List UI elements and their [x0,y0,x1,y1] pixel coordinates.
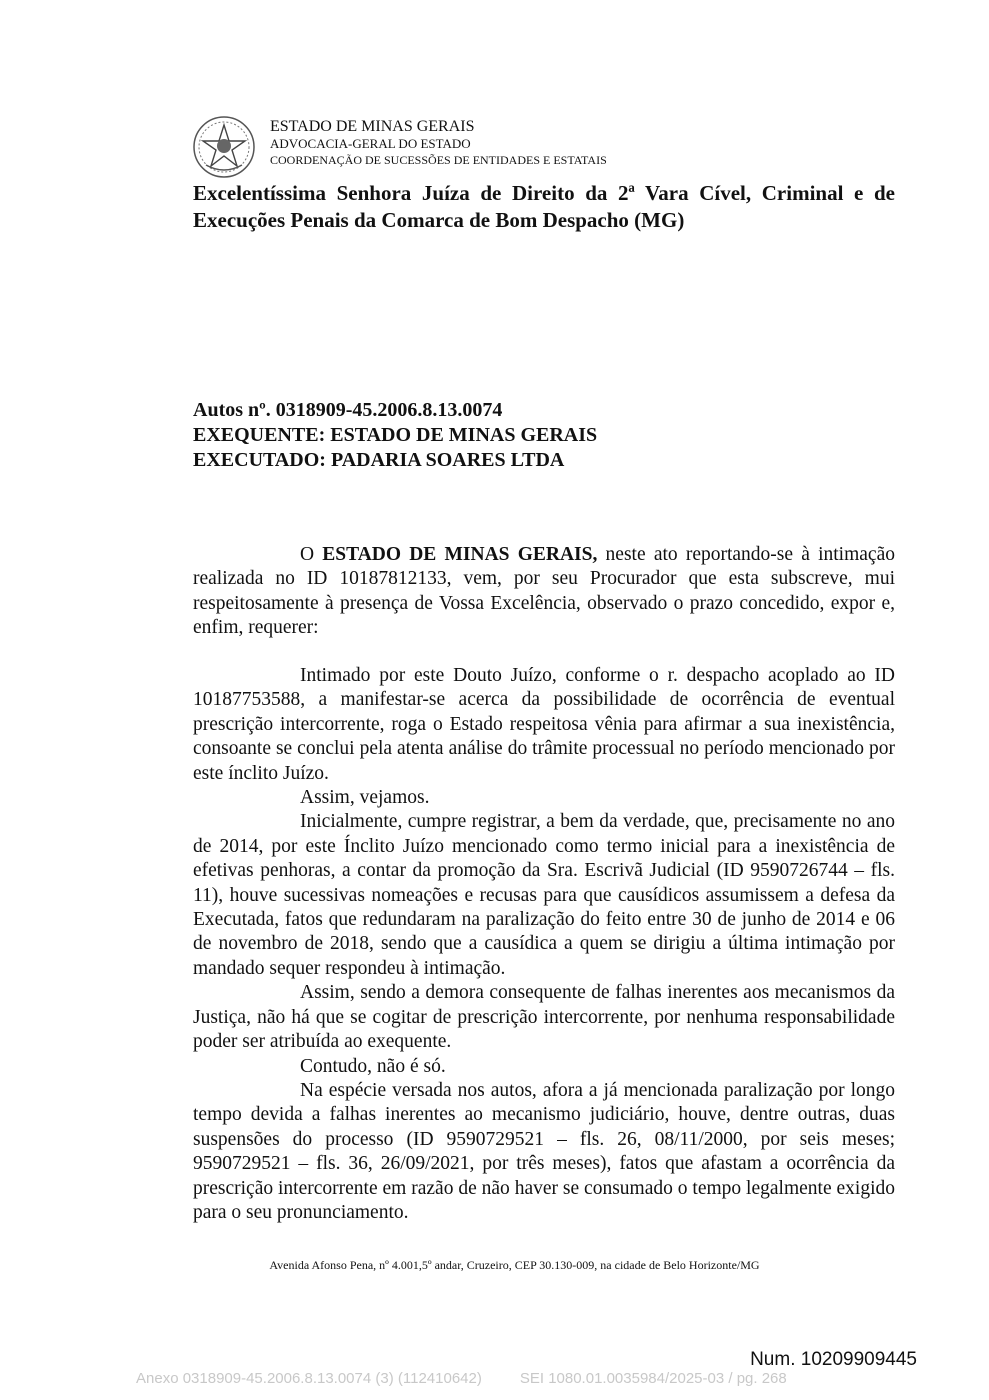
sei-page-reference: SEI 1080.01.0035984/2025-03 / pg. 268 [519,1370,787,1387]
body-paragraph: Intimado por este Douto Juízo, conforme o r. despacho acoplado ao ID 10187753588, a manifestar-se acerca da possibilidade de ocorrência de eventual prescrição intercorrente, roga o Estado respeitosa vênia para afirmar a sua inexistência, consoante se conclui pela atenta análise do trâmite processual no período mencionado por este ínclito Juízo. [193,665,895,784]
case-info [193,398,597,473]
case-number: Autos nº. 0318909-45.2006.8.13.0074 [193,399,503,421]
argument-section [193,664,895,1225]
addressee-heading [193,180,895,234]
opening-party: ESTADO DE MINAS GERAIS, [322,544,598,565]
opening-rest: neste ato reportando-se à intimação realizada no ID 10187812133, vem, por seu Procurador que esta subscreve, mui respeitosamente à presença de Vossa Excelência, observado o prazo concedido, expor e, enfim, requerer: [193,544,895,639]
opening-paragraph [193,543,895,641]
body-paragraph: Na espécie versada nos autos, afora a já mencionada paralização por longo tempo devida a falhas inerentes ao mecanismo judiciário, houve, dentre outras, duas suspensões do processo (ID 9590729521 – fls. 26, 08/11/2000, por seis meses; 9590729521 – fls. 36, 26/09/2021, por três meses), fatos que afastam a ocorrência da prescrição intercorrente em razão de não haver se consumado o tempo legalmente exigido para o seu pronunciamento. [193,1079,895,1223]
addressee-line-1: Excelentíssima Senhora Juíza de Direito da 2ª Vara Cível, Criminal e de [193,181,895,205]
body-paragraph: Assim, sendo a demora consequente de falhas inerentes aos mecanismos da Justiça, não há que se cogitar de prescrição intercorrente, por nenhuma responsabilidade poder ser atribuída ao exequente. [193,982,895,1053]
body-paragraph: Assim, vejamos. [300,787,430,809]
letterhead-state: ESTADO DE MINAS GERAIS [270,118,475,135]
opening-lead: O [300,544,323,565]
letterhead [270,118,607,168]
coat-of-arms-seal-icon [192,115,256,179]
annex-stamp [136,1370,787,1387]
case-plaintiff: EXEQUENTE: ESTADO DE MINAS GERAIS [193,424,598,446]
annex-reference: Anexo 0318909-45.2006.8.13.0074 (3) (112410642) [136,1370,482,1387]
body-paragraph: Inicialmente, cumpre registrar, a bem da verdade, que, precisamente no ano de 2014, por este Ínclito Juízo mencionado como termo inicial para a inexistência de efetivas penhoras, a contar da promoção da Sra. Escrivã Judicial (ID 9590726744 – fls. 11), houve sucessivas nomeações e recusas para que causídicos assumissem a defesa da Executada, fatos que redundaram na paralização do feito entre 30 de junho de 2014 e 06 de novembro de 2018, sendo que a causídica a quem se dirigiu a última intimação por mandado sequer respondeu à intimação. [193,811,895,979]
document-number: Num. 10209909445 [750,1349,917,1370]
letterhead-department: COORDENAÇÃO DE SUCESSÕES DE ENTIDADES E ESTATAIS [270,153,607,168]
case-defendant: EXECUTADO: PADARIA SOARES LTDA [193,449,565,471]
body-paragraph: Contudo, não é só. [300,1055,446,1077]
footer-address: Avenida Afonso Pena, nº 4.001,5º andar, Cruzeiro, CEP 30.130-009, na cidade de Belo Horizonte/MG [269,1258,760,1272]
addressee-line-2: Execuções Penais da Comarca de Bom Despacho (MG) [193,208,685,232]
letterhead-agency: ADVOCACIA-GERAL DO ESTADO [270,136,471,152]
opening-section [193,543,895,641]
